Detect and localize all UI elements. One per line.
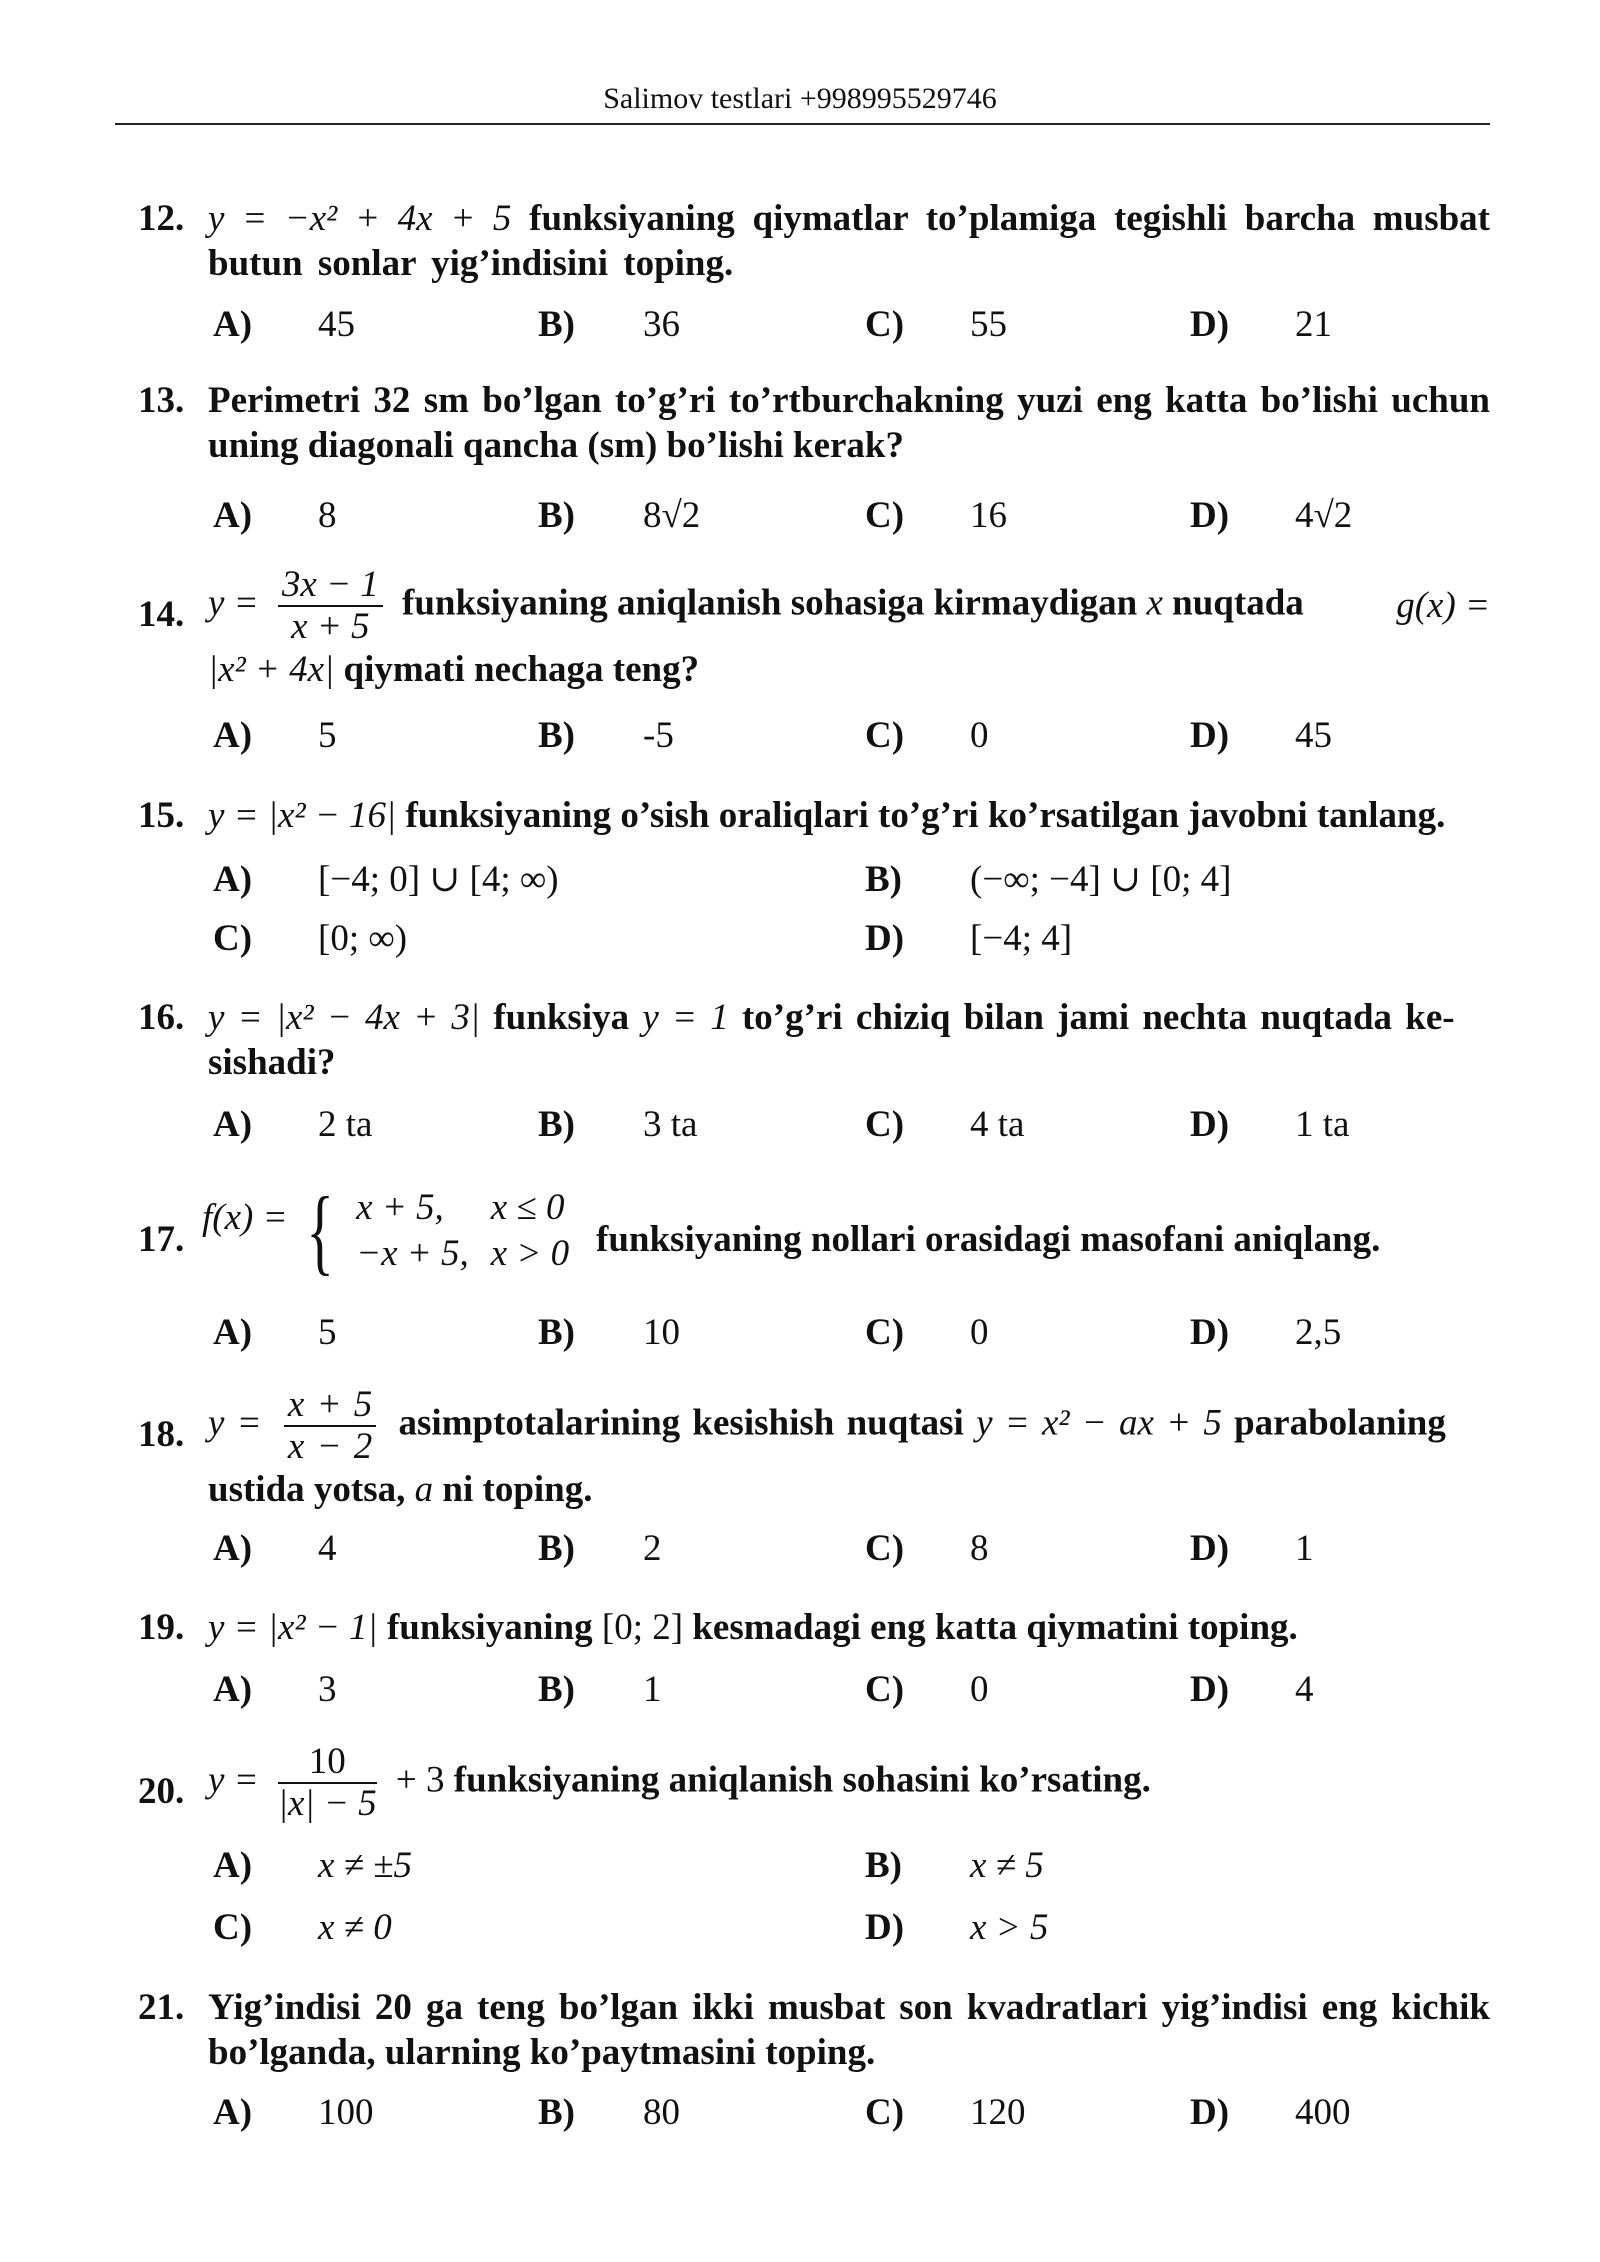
answer-d[interactable]: D) 2,5 [1190,1312,1342,1353]
answer-c[interactable]: C) x ≠ 0 [213,1907,392,1948]
question-number: 18. [138,1414,185,1455]
answer-c[interactable]: C) 0 [865,1312,989,1353]
answer-c[interactable]: C) 0 [865,1669,989,1710]
question-18: 18. y = $\frac{x + 5}{x - 2}$ asimptotalarining kesishish nuqtasi y = x² − ax + 5 parabolaning ustida yotsa, a ni toping. [138,1384,1446,1510]
formula: y = −x² + 4x + 5 [208,198,512,239]
fraction: $\frac{3x - 1}{x + 5}$ [278,565,383,647]
answer-b[interactable]: B) 3 ta [538,1104,698,1145]
question-15: 15. y = |x² − 16| funksiyaning o’sish oraliqlari to’g’ri ko’rsatilgan javobni tanlang. [138,795,1446,836]
question-number: 16. [138,997,185,1038]
answer-b[interactable]: B) -5 [538,715,674,756]
question-12 [138,196,1490,286]
answer-c[interactable]: C) 55 [865,304,1007,345]
answer-a[interactable]: A) 5 [213,715,337,756]
answer-b[interactable]: B) x ≠ 5 [865,1845,1044,1886]
question-number: 15. [138,795,185,836]
answer-b[interactable]: B) 10 [538,1312,680,1353]
answer-c[interactable]: C) 16 [865,495,1007,536]
question-number: 19. [138,1607,185,1648]
answer-a[interactable]: A) 2 ta [213,1104,373,1145]
answer-d[interactable]: D) [−4; 4] [865,918,1073,959]
answer-b[interactable]: B) (−∞; −4] ∪ [0; 4] [865,859,1232,900]
answer-d[interactable]: D) 400 [1190,2092,1351,2133]
piecewise-function: { x + 5, x ≤ 0 −x + 5, x > 0 [306,1177,570,1284]
answer-c[interactable]: C) 0 [865,715,989,756]
answer-d[interactable]: D) 4 [1190,1669,1314,1710]
question-14: 14. y = $\frac{3x - 1}{x + 5}$ funksiyaning aniqlanish sohasiga kirmaydigan x nuqtada g(x) = |x² + 4x| qiymati nechaga teng? [138,564,1490,690]
question-number: 14. [138,594,185,635]
question-text: asimptotalarining kesishish nuqtasi [398,1402,964,1444]
question-text: kesmadagi eng katta qiymatini toping. [692,1607,1298,1648]
answer-b[interactable]: B) 80 [538,2092,680,2133]
answer-c[interactable]: C) 4 ta [865,1104,1025,1145]
answer-c[interactable]: C) 8 [865,1528,989,1569]
answer-a[interactable]: A) x ≠ ±5 [213,1845,413,1886]
answer-a[interactable]: A) 3 [213,1669,337,1710]
page-header: Salimov testlari +998995529746 [603,82,997,115]
question-19: 19. y = |x² − 1| funksiyaning [0; 2] kesmadagi eng katta qiymatini toping. [138,1607,1298,1648]
answer-a[interactable]: A) 5 [213,1312,337,1353]
answer-d[interactable]: D) 45 [1190,715,1332,756]
question-text: funksiyaning aniqlanish sohasiga kirmaydigan [402,582,1138,624]
question-text: to’g’ri chiziq bilan jami nechta nuqtada ke- [741,997,1455,1038]
question-16: 16. y = |x² − 4x + 3| funksiya y = 1 to’g’ri chiziq bilan jami nechta nuqtada ke- sishadi? [138,997,1455,1083]
answer-a[interactable]: A) 4 [213,1528,337,1569]
answer-a[interactable]: A) 8 [213,495,337,536]
question-number: 17. [138,1219,185,1260]
answer-d[interactable]: D) 4√2 [1190,495,1353,536]
answer-a[interactable]: A) 45 [213,304,355,345]
answer-d[interactable]: D) 1 [1190,1528,1314,1569]
question-text: funksiyaning nollari orasidagi masofani aniqlang. [596,1219,1381,1260]
question-number: 20. [138,1771,185,1812]
answer-b[interactable]: B) 1 [538,1669,662,1710]
question-21 [138,1985,1490,2075]
fraction: $\frac{x + 5}{x - 2}$ [284,1385,376,1467]
answer-d[interactable]: D) 21 [1190,304,1332,345]
question-13 [138,378,1490,468]
answer-d[interactable]: D) 1 ta [1190,1104,1350,1145]
answer-c[interactable]: C) [0; ∞) [213,918,408,959]
answer-b[interactable]: B) 2 [538,1528,662,1569]
header-rule [115,123,1490,125]
question-text: Yig’indisi 20 ga teng bo’lgan ikki musbat son kvadratlari yig’indisi eng kichik bo’lganda, ularning ko’paytmasini toping. [208,1987,1490,2073]
answer-c[interactable]: C) 120 [865,2092,1026,2133]
question-number: 13. [138,380,185,421]
question-text: Perimetri 32 sm bo’lgan to’g’ri to’rtburchakning yuzi eng katta bo’lishi uchun uning diagonali qancha (sm) bo’lishi kerak? [208,380,1490,466]
question-number: 21. [138,1987,185,2028]
question-20: 20. y = $\frac{10}{|x| - 5}$ + 3 funksiyaning aniqlanish sohasini ko’rsating. [138,1741,1151,1824]
question-number: 12. [138,198,185,239]
question-text: funksiyaning qiymatlar to’plamiga tegishli barcha musbat butun sonlar yig’indisini toping. [208,198,1491,284]
fraction: $\frac{10}{|x| - 5}$ [277,1741,377,1824]
answer-d[interactable]: D) x > 5 [865,1907,1049,1948]
answer-a[interactable]: A) [−4; 0] ∪ [4; ∞) [213,859,559,900]
question-text: funksiyaning aniqlanish sohasini ko’rsating. [453,1759,1151,1801]
question-text: funksiyaning o’sish oraliqlari to’g’ri ko’rsatilgan javobni tanlang. [405,795,1446,836]
answer-a[interactable]: A) 100 [213,2092,374,2133]
answer-b[interactable]: B) 8√2 [538,495,701,536]
answer-b[interactable]: B) 36 [538,304,680,345]
